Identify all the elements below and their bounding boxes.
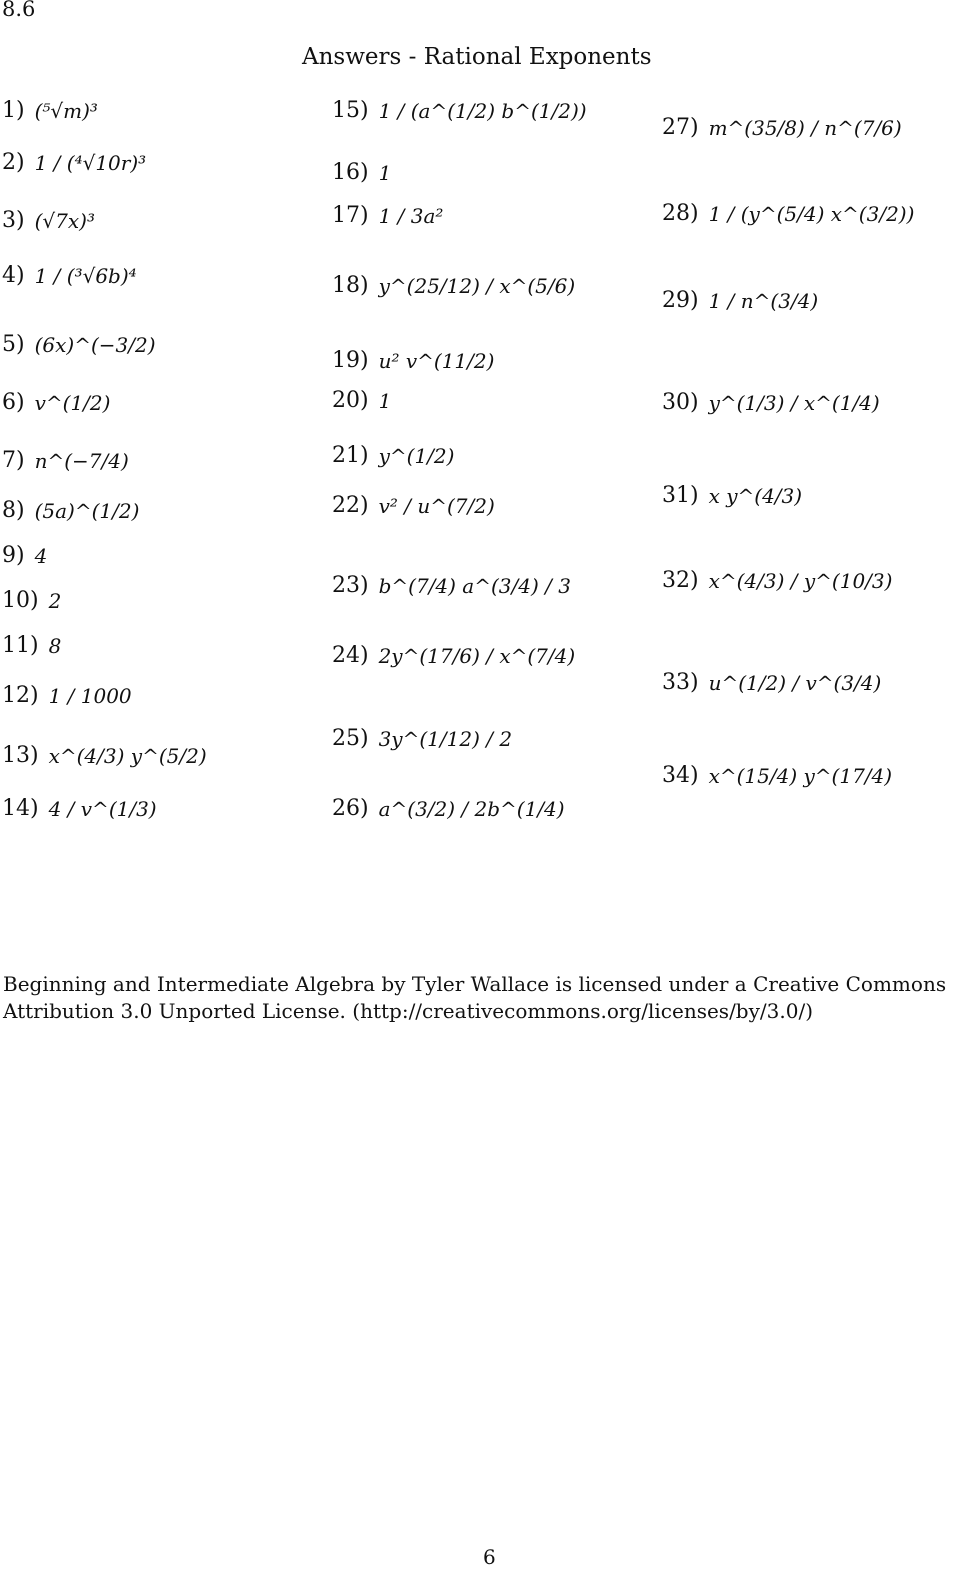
answer-expression: n^(−7/4) (34, 449, 129, 473)
answer-number: 34) (662, 763, 699, 788)
answer-item (2, 392, 110, 414)
answer-expression: 1 / (a^(1/2) b^(1/2)) (378, 99, 587, 123)
answer-item (662, 485, 802, 507)
answer-expression: 2 (48, 589, 62, 613)
answer-number: 25) (332, 726, 369, 751)
answer-number: 3) (2, 208, 25, 233)
answer-expression: x^(4/3) / y^(10/3) (708, 569, 893, 593)
answer-item (662, 570, 892, 592)
answer-number: 18) (332, 273, 369, 298)
answer-item (332, 390, 391, 412)
answer-number: 29) (662, 288, 699, 313)
answer-number: 1) (2, 98, 25, 123)
answer-expression: b^(7/4) a^(3/4) / 3 (378, 574, 571, 598)
answer-number: 20) (332, 388, 369, 413)
answer-number: 33) (662, 670, 699, 695)
answer-number: 21) (332, 443, 369, 468)
answer-number: 11) (2, 633, 39, 658)
answer-expression: 4 / v^(1/3) (48, 797, 157, 821)
answer-number: 16) (332, 160, 369, 185)
answer-number: 10) (2, 588, 39, 613)
answer-expression: a^(3/2) / 2b^(1/4) (378, 797, 565, 821)
answer-item (332, 100, 587, 122)
answer-expression: 1 / 3a² (378, 204, 444, 228)
page-number: 6 (483, 1545, 496, 1569)
answer-expression: v^(1/2) (34, 391, 111, 415)
answer-number: 26) (332, 796, 369, 821)
answer-item (332, 645, 575, 667)
page-title: Answers - Rational Exponents (302, 44, 652, 70)
section-number: 8.6 (2, 0, 36, 21)
answer-number: 15) (332, 98, 369, 123)
answer-expression: x y^(4/3) (708, 484, 803, 508)
answer-expression: x^(15/4) y^(17/4) (708, 764, 893, 788)
answer-item (2, 265, 137, 287)
answer-expression: u² v^(11/2) (378, 349, 495, 373)
answer-item (2, 590, 61, 612)
answer-expression: y^(1/3) / x^(1/4) (708, 391, 880, 415)
answer-expression: (6x)^(−3/2) (34, 333, 156, 357)
answer-number: 32) (662, 568, 699, 593)
answer-expression: 1 (378, 389, 392, 413)
answer-item (332, 205, 443, 227)
answer-expression: 2y^(17/6) / x^(7/4) (378, 644, 576, 668)
answer-item (2, 152, 146, 174)
answer-expression: 1 (378, 161, 392, 185)
answer-number: 9) (2, 543, 25, 568)
answer-item (2, 500, 139, 522)
answer-number: 14) (2, 796, 39, 821)
answer-number: 22) (332, 493, 369, 518)
answer-expression: y^(1/2) (378, 444, 455, 468)
answer-item (332, 445, 454, 467)
answer-item (2, 798, 157, 820)
answer-item (2, 334, 156, 356)
answer-item (332, 728, 512, 750)
answer-item (662, 203, 914, 225)
answer-expression: x^(4/3) y^(5/2) (48, 744, 207, 768)
answer-number: 19) (332, 348, 369, 373)
answer-number: 12) (2, 683, 39, 708)
license-line-2: Attribution 3.0 Unported License. (http://creativecommons.org/licenses/by/3.0/) (3, 999, 813, 1023)
answer-number: 4) (2, 263, 25, 288)
answer-expression: 1 / (⁴√10r)³ (34, 151, 147, 175)
answer-number: 13) (2, 743, 39, 768)
answer-expression: y^(25/12) / x^(5/6) (378, 274, 576, 298)
answer-number: 24) (332, 643, 369, 668)
answer-number: 31) (662, 483, 699, 508)
answer-item (332, 798, 565, 820)
answer-expression: (⁵√m)³ (34, 99, 98, 123)
answer-number: 28) (662, 201, 699, 226)
answer-expression: (√7x)³ (34, 209, 95, 233)
answer-item (332, 275, 575, 297)
answer-item (2, 545, 47, 567)
answer-item (2, 210, 95, 232)
answer-item (2, 635, 61, 657)
answer-item (332, 495, 495, 517)
answer-number: 7) (2, 448, 25, 473)
answer-number: 17) (332, 203, 369, 228)
answer-number: 2) (2, 150, 25, 175)
answer-expression: m^(35/8) / n^(7/6) (708, 116, 902, 140)
answer-expression: 3y^(1/12) / 2 (378, 727, 513, 751)
answer-expression: u^(1/2) / v^(3/4) (708, 671, 882, 695)
answer-expression: (5a)^(1/2) (34, 499, 140, 523)
answer-item (2, 100, 98, 122)
answer-expression: 1 / (y^(5/4) x^(3/2)) (708, 202, 915, 226)
answer-expression: 1 / (³√6b)⁴ (34, 264, 137, 288)
answer-expression: 1 / n^(3/4) (708, 289, 819, 313)
answer-item (332, 350, 494, 372)
answer-item (662, 765, 892, 787)
answer-number: 6) (2, 390, 25, 415)
answer-number: 30) (662, 390, 699, 415)
answer-item (2, 450, 129, 472)
answer-expression: 8 (48, 634, 62, 658)
answer-item (662, 117, 902, 139)
answer-number: 8) (2, 498, 25, 523)
answer-item (662, 290, 818, 312)
answer-number: 27) (662, 115, 699, 140)
answer-item (662, 672, 881, 694)
answer-number: 23) (332, 573, 369, 598)
answer-item (662, 392, 880, 414)
license-line-1: Beginning and Intermediate Algebra by Tyler Wallace is licensed under a Creative Commons (3, 972, 947, 996)
answer-item (2, 685, 132, 707)
answer-expression: 1 / 1000 (48, 684, 132, 708)
answer-number: 5) (2, 332, 25, 357)
answer-item (332, 575, 571, 597)
answer-item (2, 745, 207, 767)
answer-expression: v² / u^(7/2) (378, 494, 495, 518)
answer-item (332, 162, 391, 184)
answer-expression: 4 (34, 544, 48, 568)
